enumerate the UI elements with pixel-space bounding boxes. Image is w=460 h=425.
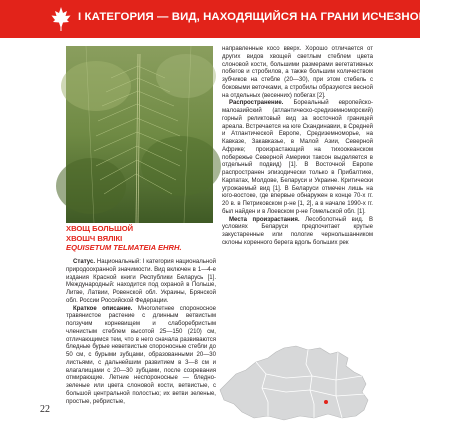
habitat-text: Лесоболотный вид. В условиях Беларуси предпочитает крутые закустаренные или пологие чернольшанником склоны коренного берега вдоль больших рек	[222, 216, 373, 246]
maple-leaf-icon	[50, 6, 72, 32]
page-number: 22	[40, 404, 50, 415]
habitat-label: Места произрастания.	[229, 216, 300, 223]
description-label: Краткое описание.	[73, 305, 133, 312]
species-names	[66, 224, 216, 253]
distribution-text: Бореальный европейско-малоазийский (атлантическо-средиземноморский) горный реликтовый вид за восточной границей ареала. Встречается на юге Скандинавии, в Средней и Атлантической Европе, Средиземноморье, на Кавказе, Закавказье, в Малой Азии, Северной Африке; произрастающий на тихоокеанском побережье Северной Америки таксон выделяется в отдельный подвид) [1]. В Восточной Европе распространен эпизодически только в Прибалтике, Карпатах, Молдове, Беларуси и Украине. Критически угрожаемый вид [1]. В Беларуси отмечен лишь на юго-востоке, где впервые обнаружен в конце 70-х гг. 20 в. в Петриковском р-не [1, 2], а в начале 1990-х гг. был найден и в Лоевском р-не Гомельской обл. [1].	[222, 100, 373, 215]
species-name-ru: ХВОЩ БОЛЬШОЙ	[66, 224, 134, 233]
right-column	[222, 46, 373, 248]
category-header	[0, 0, 460, 38]
category-title: I КАТЕГОРИЯ — ВИД, НАХОДЯЩИЙСЯ НА ГРАНИ ИСЧЕЗНОВЕНИЯ	[78, 11, 460, 23]
left-column	[66, 259, 216, 406]
description-text: Многолетнее спороносное травянистое растение с длинным ветвистым ползучим корневищем и слаборебристым членистым стеблем высотой 25—150 (210) см, отличающимся тем, что в него сначала развиваются бледные бурые неветвистые спороносные стебли до 50 см, с бурыми зубцами, образованными 20—30 листьями, с дальнейшим развитием в 3—8 см и влагалищами с 20—30 зубцами, после созревания отмирающие. Летние неспороносные — бледно-зеленые или цвета слоновой кости, ветвистые, с большой центральной полостью; их ветви зеленые, простые, ребристые,	[66, 305, 216, 405]
description-paragraph	[66, 306, 216, 407]
habitat-paragraph	[222, 217, 373, 248]
species-name-latin: EQUISETUM TELMATEIA EHRH.	[66, 243, 182, 252]
status-label: Статус.	[73, 259, 96, 265]
belarus-map	[216, 344, 386, 420]
horsetail-plant-photo	[66, 46, 213, 223]
species-name-by: ХВОШЧ ВЯЛІКІ	[66, 233, 123, 243]
distribution-label: Распространение.	[229, 100, 284, 107]
occurrence-marker	[324, 400, 328, 404]
distribution-paragraph	[222, 100, 373, 216]
status-text: Национальный: I категория национальной природоохранной значимости. Вид включен в 1—4-е издания Красной книги Республики Беларусь [1]. Международный: находится под охраной в Польше, Литве, Латвии, Ровенской обл. Украины, Брянской обл. России Российской Федерации.	[66, 259, 216, 304]
intro-paragraph: направленные косо вверх. Хорошо отличается от других видов хвощей светлым стеблем цвета слоновой кости, большими размерами вегетативных побегов и стробилов, а также большим количеством зубчиков на стебле (20—30), при этом стебель с боковыми веточками, а стробилы образуются весной на отдельных (весенних) побегах [2].	[222, 46, 373, 99]
status-paragraph	[66, 259, 216, 306]
